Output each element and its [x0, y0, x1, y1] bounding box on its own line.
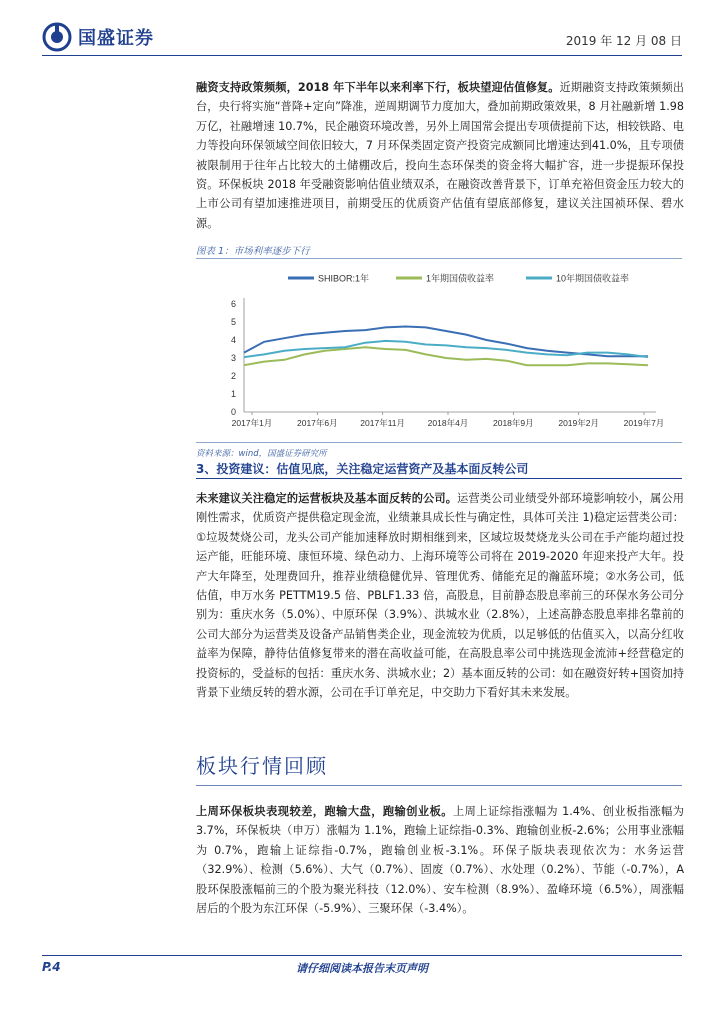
rate-line-chart: [196, 262, 684, 442]
x-tick-label: 2019年2月: [558, 418, 599, 428]
report-date: 2019 年 12 月 08 日: [565, 34, 682, 48]
paragraph-lead: 融资支持政策频频，2018 年下半年以来利率下行，板块望迎估值修复。: [196, 81, 560, 94]
brand-logo: [42, 22, 154, 52]
y-tick-label: 2: [230, 371, 236, 381]
section-heading-divider: [196, 785, 682, 786]
x-tick-label: 2017年1月: [231, 418, 273, 428]
caption-divider: [196, 258, 682, 259]
paragraph-financing: [196, 78, 684, 233]
footer-disclaimer: 请仔细阅读本报告末页声明: [296, 962, 428, 975]
section-3-title: 3、投资建议：估值见底，关注稳定运营资产及基本面反转公司: [196, 462, 529, 476]
paragraph-body: 近期融资支持政策频频出台，央行将实施“普降+定向”降准，逆周期调节力度加大，叠加前期政策效果，8 月社融新增 1.98 万亿，社融增速 10.7%，民企融资环境改善，另外上周国常会提出专项债提前下达，相较铁路、电力等投向环保领域空间依旧较大，7 月环保类固定资产投资完成额同比增速达到41.0%，且专项债被限制用于往年占比较大的土储棚改后，投向生态环保类的资金将大幅扩容，进一步提振环保投资。环保板块 2018 年受融资影响估值业绩双杀，在融资改善背景下，订单充裕但资金压力较大的上市公司有望加速推进项目，前期受压的优质资产估值有望底部修复，建议关注国祯环保、碧水源。: [196, 81, 684, 230]
section-3-divider: [196, 478, 682, 479]
y-tick-label: 6: [230, 299, 236, 309]
section-heading: 板块行情回顾: [196, 754, 328, 778]
paragraph-body: 上周上证综指涨幅为 1.4%、创业板指涨幅为 3.7%，环保板块（申万）涨幅为 1.1%，跑输上证综指-0.3%、跑输创业板-2.6%；公用事业涨幅为 0.7%，跑输上证综指-0.7%，跑输创业板-3.1%。环保子版块表现依次为：水务运营（32.9%）、检测（5.6%）、大气（0.7%）、固废（0.7%）、水处理（0.2%）、节能（-0.7%），A 股环保股涨幅前三的个股为聚光科技（12.0%）、安车检测（8.9%）、盈峰环境（6.5%），周涨幅居后的个股为东江环保（-5.9%）、三聚环保（-3.4%）。: [196, 805, 684, 916]
page-header: [0, 0, 724, 62]
y-tick-label: 5: [230, 317, 236, 327]
legend-label-1: SHIBOR:1年: [318, 273, 370, 284]
brand-name: 国盛证券: [78, 28, 154, 49]
paragraph-lead: 未来建议关注稳定的运营板块及基本面反转的公司。: [196, 492, 458, 505]
legend-label-3: 10年期国债收益率: [556, 273, 630, 284]
figure-caption: 图表 1：市场利率逐步下行: [196, 246, 310, 257]
paragraph-recommendation: [196, 489, 684, 702]
paragraph-lead: 上周环保板块表现较差，跑输大盘，跑输创业板。: [196, 805, 453, 818]
footer-divider: [42, 955, 682, 956]
y-tick-label: 0: [230, 407, 236, 417]
page-number: P.4: [42, 960, 61, 974]
x-tick-label: 2017年6月: [297, 418, 338, 428]
header-divider: [42, 55, 682, 56]
x-tick-label: 2019年7月: [623, 418, 665, 428]
y-tick-label: 1: [230, 389, 236, 399]
source-divider: [196, 442, 682, 443]
paragraph-body: 运营类公司业绩受外部环境影响较小，属公用刚性需求，优质资产提供稳定现金流，业绩兼具成长性与确定性，具体可关注 1)稳定运营类公司：①垃圾焚烧公司，龙头公司产能加速释放时期相继到来，区域垃圾焚烧龙头公司在手产能均超过投运产能，旺能环境、康恒环境、绿色动力、上海环境等公司将在 2019-2020 年迎来投产大年。投产大年降至，处理费回升，推荐业绩稳健优异、管理优秀、储能充足的瀚蓝环境；②水务公司，低估值，申万水务 PETTM19.5 倍、PBLF1.33 倍，高股息，目前静态股息率前三的环保水务公司分别为：重庆水务（5.0%）、中原环保（3.9%）、洪城水业（2.8%），上述高静态股息率排名靠前的公司大部分为运营类及设备产品销售类企业，现金流较为优质，以足够低的估值买入，以高分红收益率为保障，静待估值修复带来的潜在高收益可能，在高股息率公司中挑选现金流沛+经营稳定的投资标的，受益标的包括：重庆水务、洪城水业；2）基本面反转的公司：如在融资好转+国资加持背景下业绩反转的碧水源，公司在手订单充足，中交助力下看好其未来发展。: [196, 492, 684, 700]
y-tick-label: 4: [230, 335, 236, 345]
figure-source: 资料来源：wind，国盛证券研究所: [196, 449, 327, 459]
x-tick-label: 2018年4月: [427, 418, 469, 428]
paragraph-market-review: [196, 802, 684, 918]
x-tick-label: 2018年9月: [493, 418, 534, 428]
logo-icon: [42, 22, 72, 52]
y-tick-label: 3: [230, 353, 236, 363]
legend-label-2: 1年期国债收益率: [426, 273, 495, 284]
x-tick-label: 2017年11月: [360, 418, 406, 428]
